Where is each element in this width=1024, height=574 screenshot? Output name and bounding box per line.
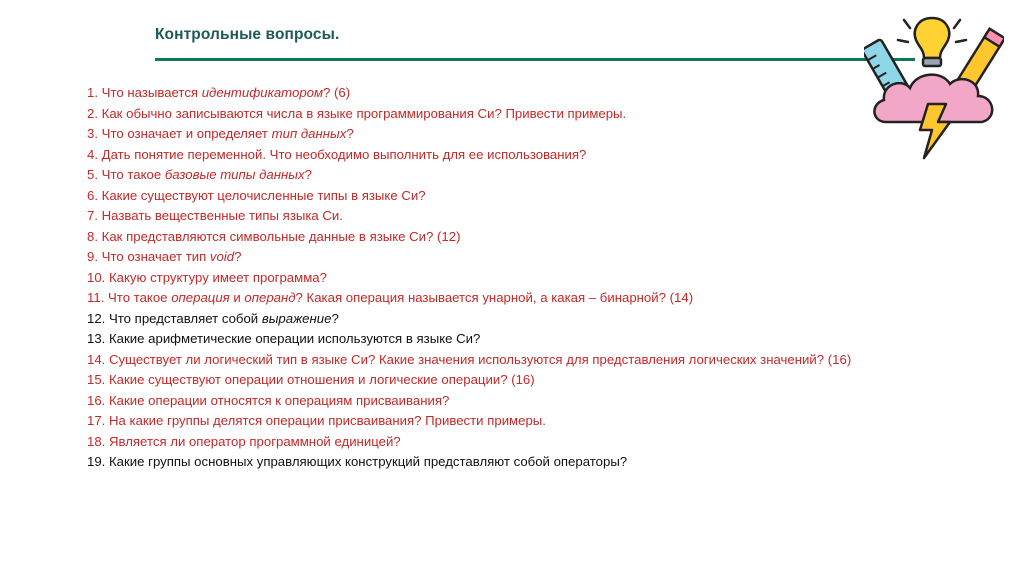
question-text: 3. Что означает и определяет (87, 126, 272, 141)
question-text: ? (331, 310, 339, 326)
question-item (87, 165, 967, 186)
slide-title: Контрольные вопросы. (155, 26, 340, 43)
question-text: 14. Существует ли логический тип в языке Си? Какие значения используются для представления логических значений? (16) (87, 351, 852, 367)
question-text: 4. Дать понятие переменной. Что необходимо выполнить для ее использования? (87, 146, 587, 162)
question-item (87, 206, 967, 227)
question-text: ? (6) (323, 85, 351, 100)
question-term: выражение (261, 310, 332, 326)
question-text: 8. Как представляются символьные данные в языке Си? (12) (87, 228, 461, 244)
question-text: 19. Какие группы основных управляющих конструкций представляют собой операторы? (87, 454, 628, 469)
question-item (87, 104, 967, 125)
question-text: 10. Какую структуру имеет программа? (87, 269, 327, 285)
question-item (87, 124, 967, 145)
question-item (87, 452, 967, 473)
question-text: и (229, 290, 245, 305)
question-text: ? (304, 167, 312, 182)
question-item (87, 432, 967, 453)
question-text: 7. Назвать вещественные типы языка Си. (87, 208, 343, 223)
question-text: 5. Что такое (87, 167, 165, 182)
question-text: 11. Что такое (87, 290, 172, 305)
question-term: void (209, 249, 235, 264)
question-text: 2. Как обычно записываются числа в языке программирования Си? Привести примеры. (87, 105, 627, 121)
question-item (87, 350, 967, 371)
question-text: ? Какая операция называется унарной, а какая – бинарной? (14) (295, 290, 694, 305)
question-text: ? (234, 249, 242, 264)
idea-cloud-pencil-ruler-icon (864, 12, 1004, 162)
question-text: 13. Какие арифметические операции используются в языке Си? (87, 331, 481, 346)
question-term: операция (171, 290, 230, 305)
question-item (87, 391, 967, 412)
question-text: ? (346, 126, 354, 141)
question-text: 17. На какие группы делятся операции присваивания? Привести примеры. (87, 413, 546, 428)
question-text: 6. Какие существуют целочисленные типы в языке Си? (87, 187, 426, 203)
question-term: базовые типы данных (164, 167, 305, 182)
question-item (87, 83, 967, 104)
question-item (87, 247, 967, 268)
question-item (87, 288, 967, 309)
question-text: 1. Что называется (87, 85, 202, 100)
question-item (87, 329, 967, 350)
question-text: 18. Является ли оператор программной единицей? (87, 433, 401, 449)
question-term: идентификатором (201, 85, 324, 100)
question-item (87, 186, 967, 207)
questions-list (87, 83, 967, 473)
question-item (87, 268, 967, 289)
question-item (87, 309, 967, 330)
question-term: тип данных (271, 126, 347, 141)
title-underline (155, 58, 915, 61)
question-item (87, 145, 967, 166)
question-text: 16. Какие операции относятся к операциям присваивания? (87, 392, 450, 408)
question-text: 15. Какие существуют операции отношения и логические операции? (16) (87, 372, 535, 387)
question-item (87, 227, 967, 248)
question-item (87, 411, 967, 432)
question-item (87, 370, 967, 391)
question-term: операнд (244, 290, 296, 305)
question-text: 12. Что представляет собой (87, 310, 262, 326)
question-text: 9. Что означает тип (87, 249, 210, 264)
